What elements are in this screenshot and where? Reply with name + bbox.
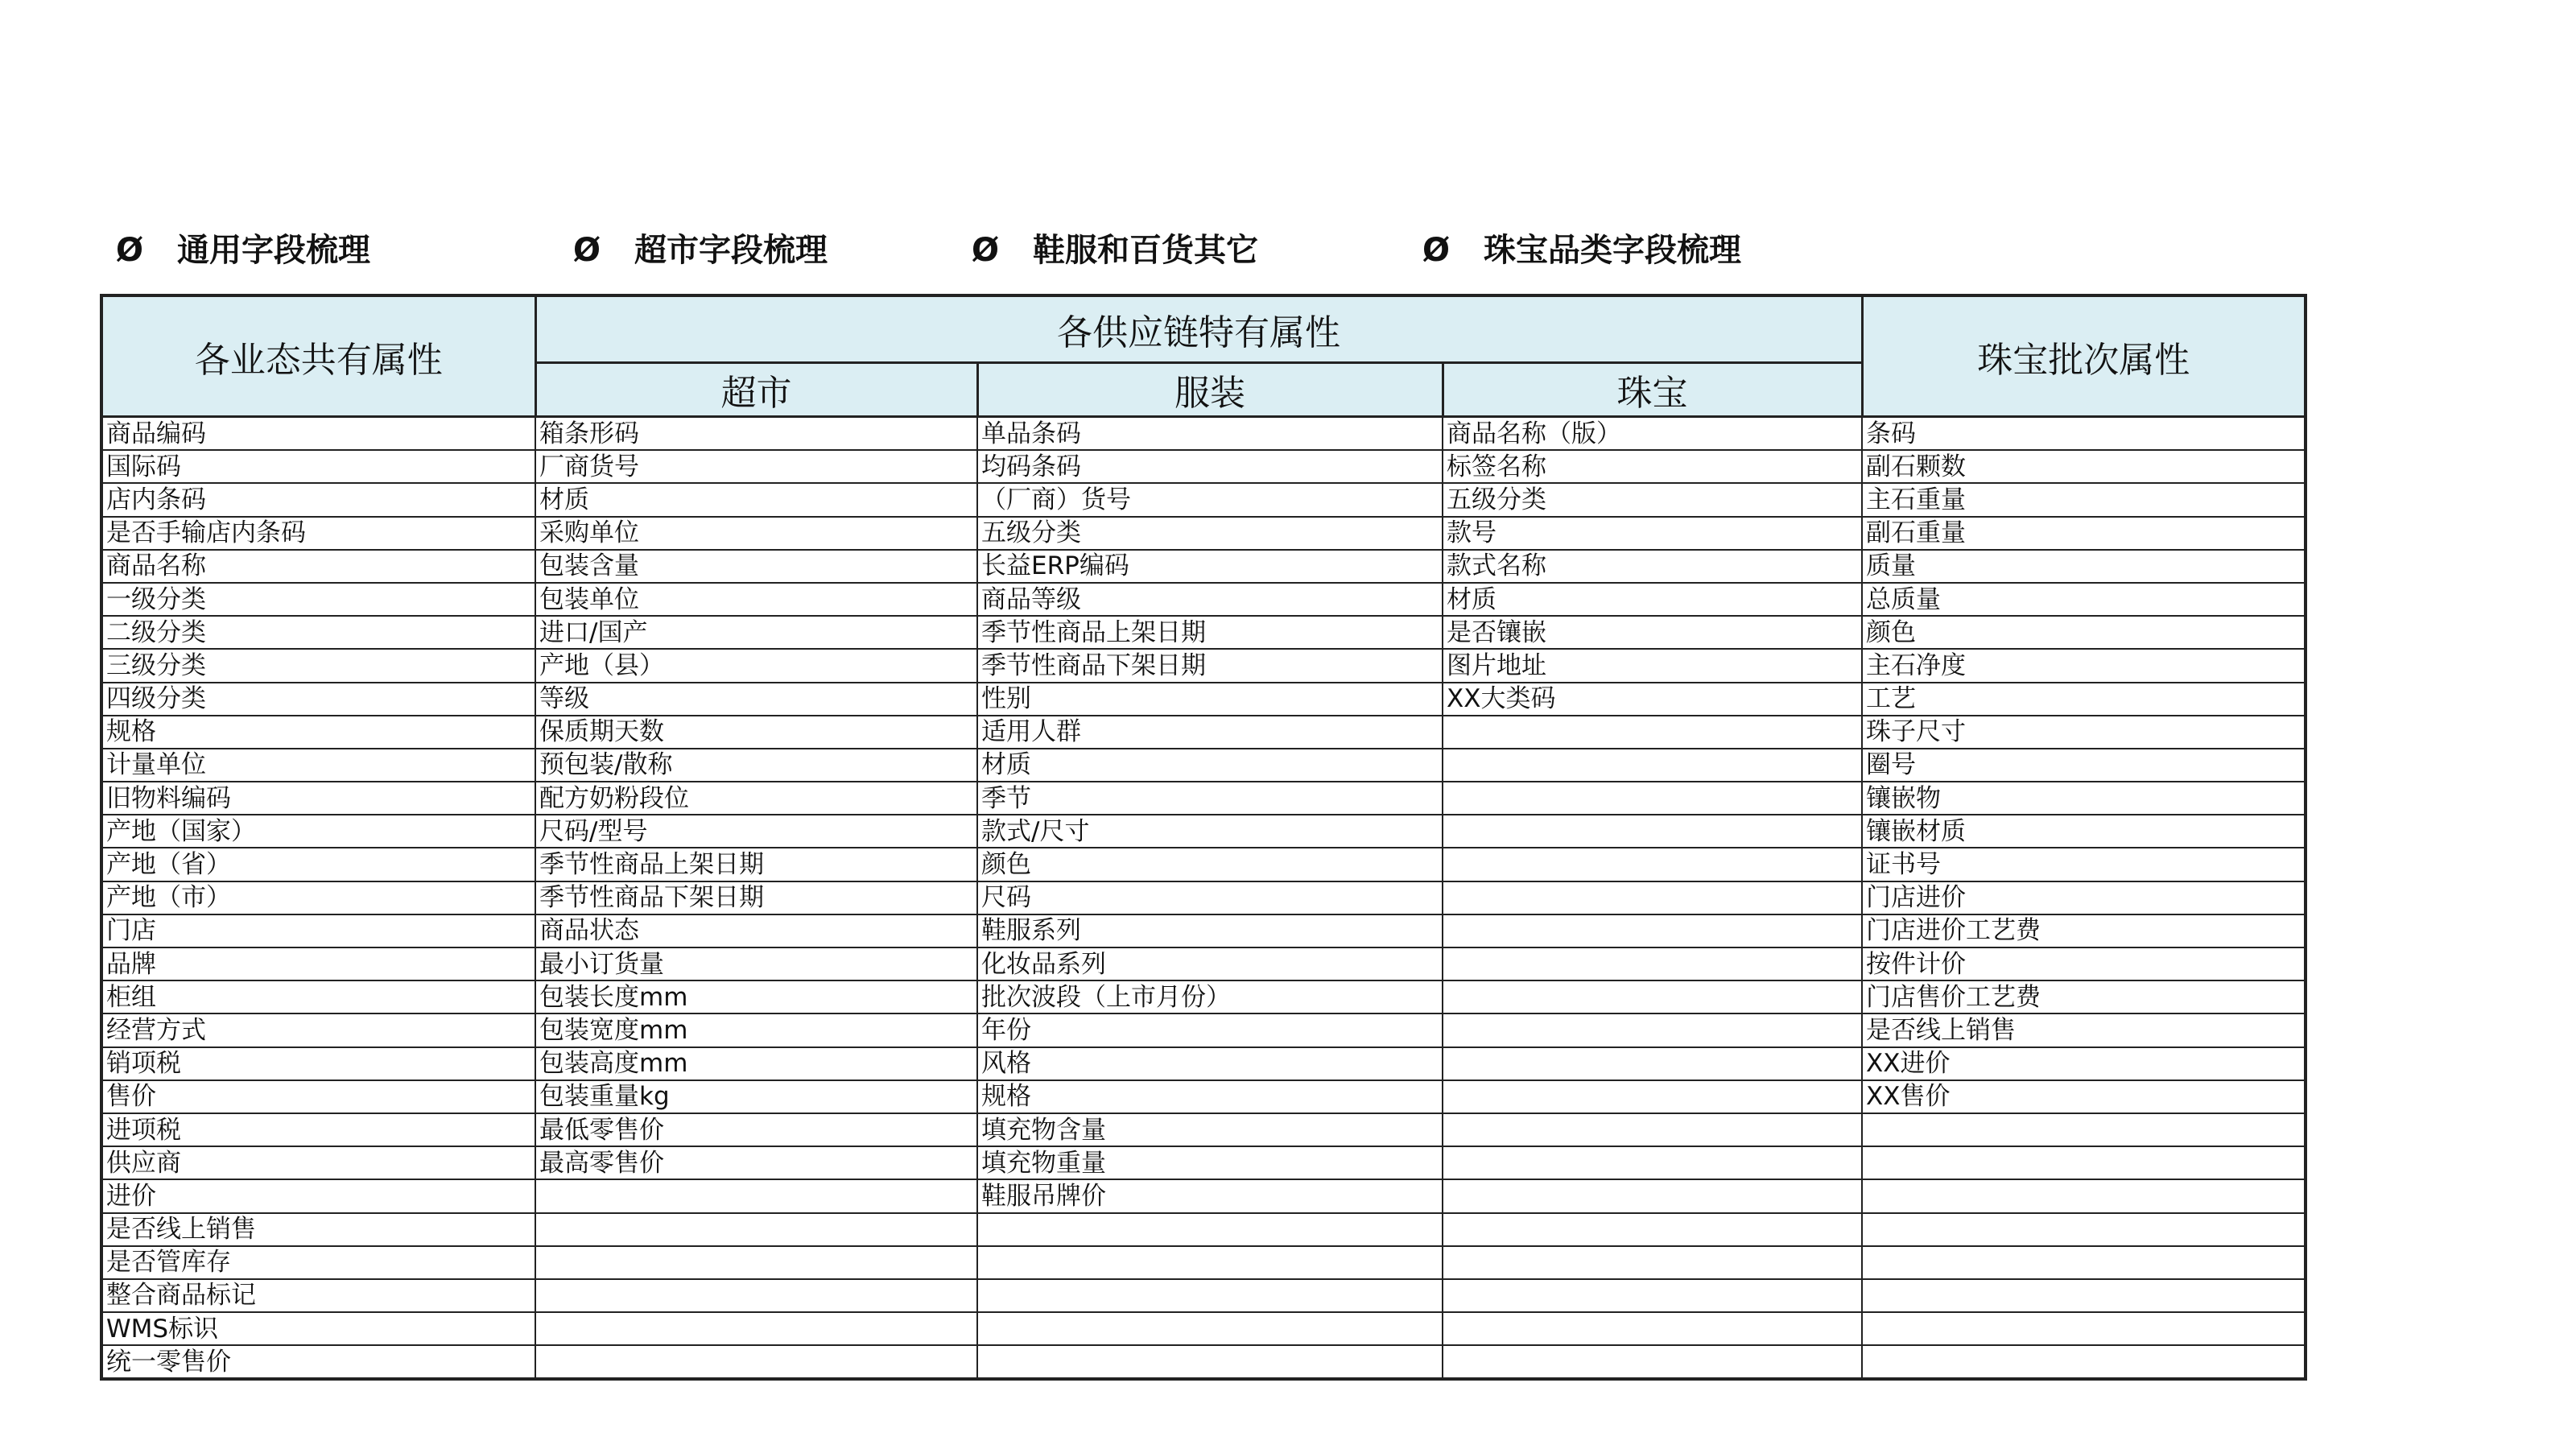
cell-common: 是否线上销售: [101, 1213, 535, 1246]
cell-common: 是否管库存: [101, 1246, 535, 1279]
cell-apparel: 填充物重量: [977, 1146, 1443, 1179]
cell-supermarket: [535, 1213, 977, 1246]
table-row: [101, 1279, 2306, 1312]
cell-supermarket: 产地（县）: [535, 649, 977, 682]
cell-supermarket: 预包装/散称: [535, 749, 977, 782]
heading-text: 通用字段梳理: [177, 232, 370, 269]
cell-supermarket: 包装长度mm: [535, 980, 977, 1013]
table-row: [101, 417, 2306, 451]
table-row: [101, 483, 2306, 516]
cell-jewelry-batch: 镶嵌物: [1862, 782, 2306, 815]
cell-jewelry: [1443, 749, 1862, 782]
cell-jewelry: [1443, 980, 1862, 1013]
table-row: [101, 1047, 2306, 1080]
cell-jewelry: [1443, 1146, 1862, 1179]
cell-apparel: 材质: [977, 749, 1443, 782]
cell-apparel: 季节性商品下架日期: [977, 649, 1443, 682]
cell-apparel: 化妆品系列: [977, 947, 1443, 980]
cell-jewelry: [1443, 947, 1862, 980]
cell-apparel: 五级分类: [977, 517, 1443, 550]
bullet-icon: Ø: [1422, 232, 1451, 269]
cell-jewelry: [1443, 1080, 1862, 1113]
cell-common: 进项税: [101, 1113, 535, 1146]
cell-jewelry-batch: [1862, 1312, 2306, 1345]
cell-jewelry: [1443, 1312, 1862, 1345]
cell-jewelry: [1443, 716, 1862, 749]
cell-supermarket: 最小订货量: [535, 947, 977, 980]
cell-supermarket: 最低零售价: [535, 1113, 977, 1146]
cell-supermarket: 保质期天数: [535, 716, 977, 749]
cell-jewelry-batch: 颜色: [1862, 616, 2306, 649]
cell-common: 柜组: [101, 980, 535, 1013]
heading-text: 珠宝品类字段梳理: [1484, 232, 1741, 269]
cell-apparel: （厂商）货号: [977, 483, 1443, 516]
cell-apparel: 性别: [977, 683, 1443, 716]
cell-apparel: 季节: [977, 782, 1443, 815]
cell-apparel: 长益ERP编码: [977, 550, 1443, 583]
table-row: [101, 1179, 2306, 1212]
attributes-table: [100, 294, 2307, 1381]
cell-supermarket: [535, 1279, 977, 1312]
cell-apparel: [977, 1213, 1443, 1246]
cell-common: 售价: [101, 1080, 535, 1113]
cell-jewelry-batch: 门店售价工艺费: [1862, 980, 2306, 1013]
cell-supermarket: 季节性商品上架日期: [535, 848, 977, 881]
header-common-attributes: 各业态共有属性: [101, 295, 535, 417]
cell-jewelry: [1443, 1279, 1862, 1312]
header-jewelry-batch-attributes: 珠宝批次属性: [1862, 295, 2306, 417]
cell-common: 品牌: [101, 947, 535, 980]
cell-common: 二级分类: [101, 616, 535, 649]
cell-supermarket: 包装单位: [535, 583, 977, 616]
cell-jewelry-batch: [1862, 1345, 2306, 1379]
cell-common: 旧物料编码: [101, 782, 535, 815]
cell-common: 四级分类: [101, 683, 535, 716]
table-row: [101, 649, 2306, 682]
table-body: [101, 417, 2306, 1380]
table-row: [101, 1146, 2306, 1179]
cell-jewelry-batch: 证书号: [1862, 848, 2306, 881]
cell-jewelry: XX大类码: [1443, 683, 1862, 716]
cell-supermarket: 等级: [535, 683, 977, 716]
table-row: [101, 1312, 2306, 1345]
cell-jewelry: [1443, 1246, 1862, 1279]
cell-jewelry-batch: 副石重量: [1862, 517, 2306, 550]
cell-apparel: [977, 1246, 1443, 1279]
cell-apparel: 填充物含量: [977, 1113, 1443, 1146]
table-row: [101, 914, 2306, 947]
header-supermarket: 超市: [535, 363, 977, 417]
cell-supermarket: 商品状态: [535, 914, 977, 947]
cell-supermarket: 包装重量kg: [535, 1080, 977, 1113]
cell-apparel: 适用人群: [977, 716, 1443, 749]
table-row: [101, 1080, 2306, 1113]
cell-jewelry-batch: 门店进价: [1862, 881, 2306, 914]
cell-supermarket: 厂商货号: [535, 450, 977, 483]
cell-jewelry-batch: 主石重量: [1862, 483, 2306, 516]
cell-common: 国际码: [101, 450, 535, 483]
cell-jewelry-batch: 副石颗数: [1862, 450, 2306, 483]
table-row: [101, 782, 2306, 815]
cell-jewelry: 商品名称（版）: [1443, 417, 1862, 451]
cell-jewelry: 是否镶嵌: [1443, 616, 1862, 649]
cell-common: 统一零售价: [101, 1345, 535, 1379]
cell-jewelry-batch: [1862, 1213, 2306, 1246]
cell-supermarket: 包装高度mm: [535, 1047, 977, 1080]
cell-apparel: 单品条码: [977, 417, 1443, 451]
table-row: [101, 815, 2306, 848]
cell-supermarket: 进口/国产: [535, 616, 977, 649]
cell-apparel: 批次波段（上市月份）: [977, 980, 1443, 1013]
cell-jewelry: [1443, 815, 1862, 848]
cell-supermarket: 包装宽度mm: [535, 1013, 977, 1046]
table-row: [101, 1113, 2306, 1146]
cell-common: 进价: [101, 1179, 535, 1212]
table-row: [101, 980, 2306, 1013]
cell-common: 商品名称: [101, 550, 535, 583]
cell-apparel: 鞋服系列: [977, 914, 1443, 947]
cell-apparel: 年份: [977, 1013, 1443, 1046]
cell-jewelry-batch: [1862, 1279, 2306, 1312]
cell-common: 是否手输店内条码: [101, 517, 535, 550]
cell-jewelry-batch: [1862, 1246, 2306, 1279]
cell-jewelry: [1443, 1113, 1862, 1146]
cell-common: 产地（省）: [101, 848, 535, 881]
cell-jewelry: [1443, 848, 1862, 881]
cell-jewelry-batch: 按件计价: [1862, 947, 2306, 980]
cell-common: 门店: [101, 914, 535, 947]
cell-apparel: 季节性商品上架日期: [977, 616, 1443, 649]
table-row: [101, 616, 2306, 649]
cell-apparel: [977, 1279, 1443, 1312]
cell-jewelry: 款式名称: [1443, 550, 1862, 583]
table-row: [101, 1246, 2306, 1279]
cell-apparel: 均码条码: [977, 450, 1443, 483]
table-row: [101, 1013, 2306, 1046]
cell-jewelry: 材质: [1443, 583, 1862, 616]
table-row: [101, 583, 2306, 616]
cell-jewelry: [1443, 914, 1862, 947]
cell-common: 计量单位: [101, 749, 535, 782]
cell-common: WMS标识: [101, 1312, 535, 1345]
cell-supermarket: [535, 1345, 977, 1379]
cell-common: 经营方式: [101, 1013, 535, 1046]
cell-common: 销项税: [101, 1047, 535, 1080]
section-headings: [0, 226, 2576, 275]
cell-jewelry-batch: 门店进价工艺费: [1862, 914, 2306, 947]
cell-jewelry-batch: [1862, 1146, 2306, 1179]
cell-apparel: [977, 1312, 1443, 1345]
cell-apparel: 鞋服吊牌价: [977, 1179, 1443, 1212]
cell-jewelry-batch: [1862, 1113, 2306, 1146]
table-row: [101, 550, 2306, 583]
header-apparel: 服装: [977, 363, 1443, 417]
cell-common: 商品编码: [101, 417, 535, 451]
cell-apparel: 款式/尺寸: [977, 815, 1443, 848]
cell-apparel: 颜色: [977, 848, 1443, 881]
cell-jewelry-batch: 总质量: [1862, 583, 2306, 616]
cell-jewelry: [1443, 1179, 1862, 1212]
cell-jewelry-batch: 工艺: [1862, 683, 2306, 716]
cell-supermarket: 采购单位: [535, 517, 977, 550]
table-row: [101, 947, 2306, 980]
heading-general-fields: [116, 226, 370, 275]
cell-supermarket: 箱条形码: [535, 417, 977, 451]
cell-supermarket: [535, 1179, 977, 1212]
cell-common: 供应商: [101, 1146, 535, 1179]
cell-apparel: 规格: [977, 1080, 1443, 1113]
cell-common: 产地（国家）: [101, 815, 535, 848]
cell-jewelry: [1443, 1047, 1862, 1080]
table-row: [101, 1213, 2306, 1246]
cell-common: 规格: [101, 716, 535, 749]
cell-jewelry: 五级分类: [1443, 483, 1862, 516]
table-row: [101, 450, 2306, 483]
heading-text: 鞋服和百货其它: [1033, 232, 1258, 269]
cell-jewelry: 款号: [1443, 517, 1862, 550]
cell-jewelry: 图片地址: [1443, 649, 1862, 682]
cell-supermarket: 包装含量: [535, 550, 977, 583]
header-supply-chain-attributes: 各供应链特有属性: [535, 295, 1862, 363]
cell-common: 一级分类: [101, 583, 535, 616]
cell-supermarket: 最高零售价: [535, 1146, 977, 1179]
cell-jewelry-batch: 质量: [1862, 550, 2306, 583]
table-row: [101, 881, 2306, 914]
heading-text: 超市字段梳理: [634, 232, 828, 269]
heading-supermarket-fields: [573, 226, 828, 275]
cell-supermarket: 尺码/型号: [535, 815, 977, 848]
cell-supermarket: 配方奶粉段位: [535, 782, 977, 815]
cell-jewelry: [1443, 782, 1862, 815]
cell-jewelry: [1443, 1345, 1862, 1379]
cell-common: 产地（市）: [101, 881, 535, 914]
cell-jewelry: [1443, 1013, 1862, 1046]
bullet-icon: Ø: [972, 232, 1000, 269]
heading-apparel-fields: [972, 226, 1258, 275]
cell-jewelry-batch: [1862, 1179, 2306, 1212]
table-row: [101, 848, 2306, 881]
cell-common: 三级分类: [101, 649, 535, 682]
cell-jewelry: 标签名称: [1443, 450, 1862, 483]
table-row: [101, 749, 2306, 782]
cell-supermarket: 季节性商品下架日期: [535, 881, 977, 914]
table-row: [101, 517, 2306, 550]
cell-supermarket: [535, 1246, 977, 1279]
cell-jewelry-batch: 圈号: [1862, 749, 2306, 782]
cell-apparel: 尺码: [977, 881, 1443, 914]
bullet-icon: Ø: [573, 232, 601, 269]
header-jewelry: 珠宝: [1443, 363, 1862, 417]
table-row: [101, 683, 2306, 716]
cell-jewelry-batch: 主石净度: [1862, 649, 2306, 682]
cell-jewelry: [1443, 881, 1862, 914]
table-row: [101, 716, 2306, 749]
table-row: [101, 1345, 2306, 1379]
cell-apparel: 商品等级: [977, 583, 1443, 616]
cell-supermarket: [535, 1312, 977, 1345]
heading-jewelry-fields: [1422, 226, 1741, 275]
cell-jewelry-batch: 镶嵌材质: [1862, 815, 2306, 848]
cell-supermarket: 材质: [535, 483, 977, 516]
cell-apparel: [977, 1345, 1443, 1379]
cell-jewelry-batch: 条码: [1862, 417, 2306, 451]
cell-apparel: 风格: [977, 1047, 1443, 1080]
cell-jewelry: [1443, 1213, 1862, 1246]
cell-jewelry-batch: 珠子尺寸: [1862, 716, 2306, 749]
cell-common: 整合商品标记: [101, 1279, 535, 1312]
cell-jewelry-batch: 是否线上销售: [1862, 1013, 2306, 1046]
bullet-icon: Ø: [116, 232, 144, 269]
cell-jewelry-batch: XX进价: [1862, 1047, 2306, 1080]
cell-jewelry-batch: XX售价: [1862, 1080, 2306, 1113]
cell-common: 店内条码: [101, 483, 535, 516]
